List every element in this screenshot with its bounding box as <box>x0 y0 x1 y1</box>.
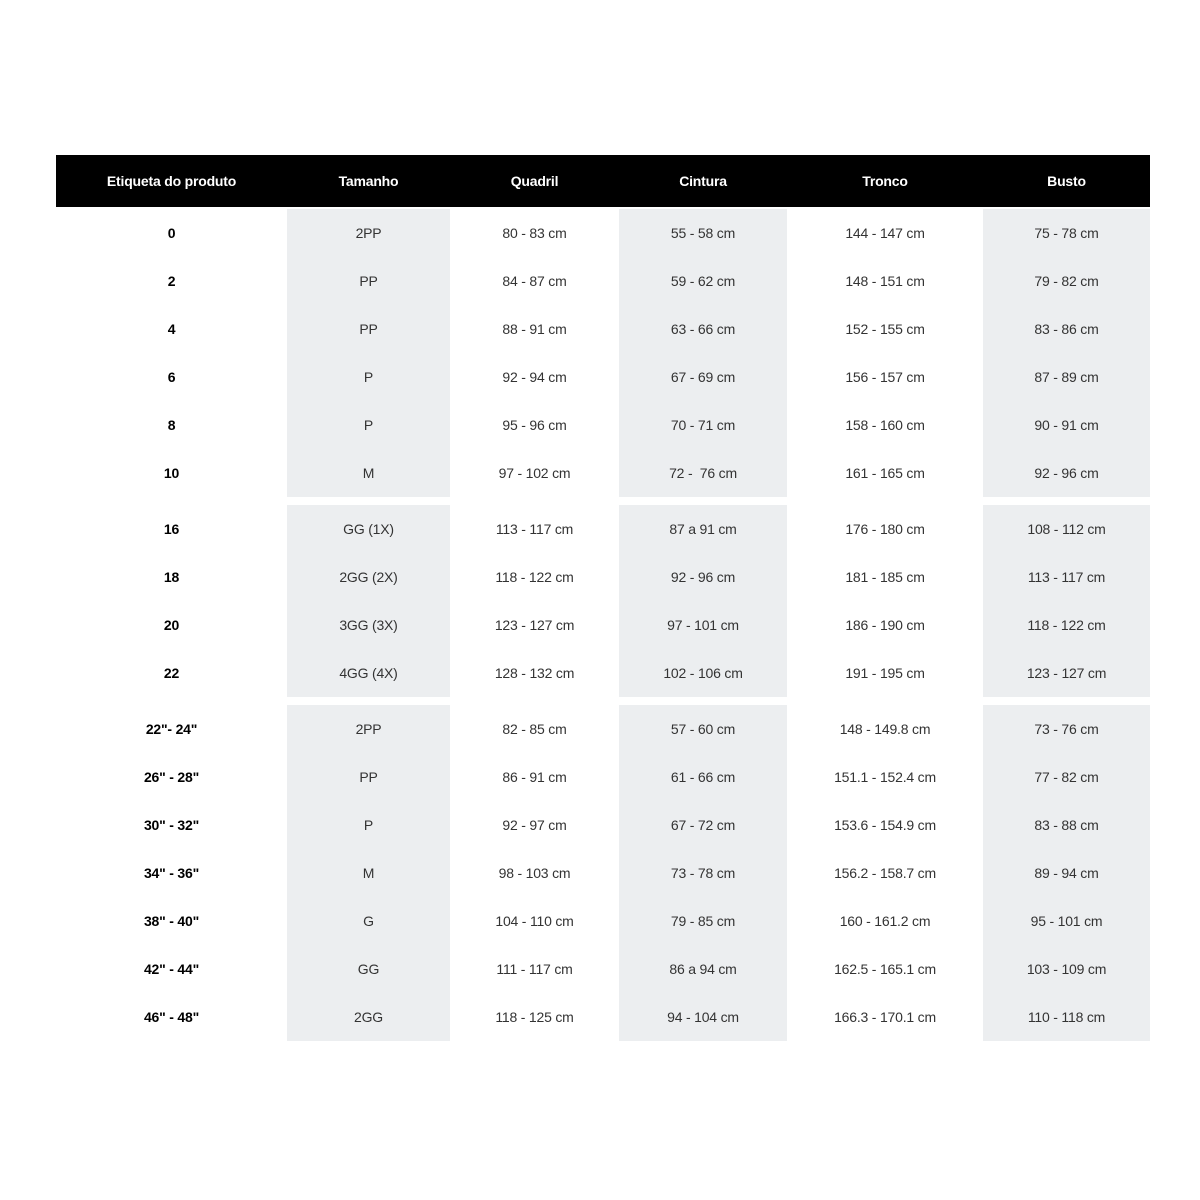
column-header: Tamanho <box>338 173 399 189</box>
row-label-cell: 22 <box>163 665 180 681</box>
table-cell: 83 - 88 cm <box>983 801 1150 849</box>
table-cell: 113 - 117 cm <box>495 521 574 537</box>
table-cell: 88 - 91 cm <box>502 321 567 337</box>
table-row <box>56 209 1150 257</box>
table-cell: 73 - 76 cm <box>983 705 1150 753</box>
table-cell: 166.3 - 170.1 cm <box>834 1009 936 1025</box>
table-cell: G <box>287 897 450 945</box>
table-cell: 75 - 78 cm <box>983 209 1150 257</box>
table-cell: GG (1X) <box>287 505 450 553</box>
table-cell: 2PP <box>287 209 450 257</box>
column-header: Tronco <box>862 173 908 189</box>
table-cell: 82 - 85 cm <box>502 721 567 737</box>
row-label-cell: 4 <box>167 321 176 337</box>
table-cell: 103 - 109 cm <box>983 945 1150 993</box>
table-cell: 95 - 101 cm <box>983 897 1150 945</box>
table-cell: 79 - 85 cm <box>619 897 787 945</box>
table-cell: 111 - 117 cm <box>496 961 573 977</box>
table-cell: 61 - 66 cm <box>619 753 787 801</box>
table-row <box>56 993 1150 1041</box>
table-cell: 73 - 78 cm <box>619 849 787 897</box>
table-cell: PP <box>287 305 450 353</box>
table-cell: PP <box>287 753 450 801</box>
table-cell: 2PP <box>287 705 450 753</box>
table-cell: 87 a 91 cm <box>619 505 787 553</box>
column-header: Etiqueta do produto <box>106 173 237 189</box>
table-cell: 144 - 147 cm <box>845 225 925 241</box>
table-cell: 186 - 190 cm <box>845 617 925 633</box>
table-cell: M <box>287 449 450 497</box>
table-cell: 92 - 96 cm <box>619 553 787 601</box>
table-cell: 67 - 69 cm <box>619 353 787 401</box>
column-header: Quadril <box>510 173 559 189</box>
table-cell: 102 - 106 cm <box>619 649 787 697</box>
table-cell: 128 - 132 cm <box>494 665 575 681</box>
row-label-cell: 30" - 32" <box>143 817 200 833</box>
table-section <box>56 705 1150 1041</box>
table-cell: 162.5 - 165.1 cm <box>834 961 936 977</box>
table-cell: 86 a 94 cm <box>619 945 787 993</box>
table-body <box>56 209 1150 1041</box>
table-cell: 181 - 185 cm <box>845 569 925 585</box>
table-cell: 70 - 71 cm <box>619 401 787 449</box>
table-cell: 67 - 72 cm <box>619 801 787 849</box>
table-cell: 160 - 161.2 cm <box>839 913 931 929</box>
table-cell: 97 - 102 cm <box>498 465 571 481</box>
table-cell: 92 - 97 cm <box>502 817 567 833</box>
table-cell: 80 - 83 cm <box>502 225 567 241</box>
column-header: Cintura <box>679 173 727 189</box>
row-label-cell: 8 <box>167 417 176 433</box>
table-cell: 2GG (2X) <box>287 553 450 601</box>
table-row <box>56 601 1150 649</box>
table-cell: 55 - 58 cm <box>619 209 787 257</box>
table-cell: 156 - 157 cm <box>845 369 925 385</box>
table-cell: 148 - 151 cm <box>845 273 925 289</box>
row-label-cell: 46" - 48" <box>143 1009 200 1025</box>
table-cell: 3GG (3X) <box>287 601 450 649</box>
table-cell: 90 - 91 cm <box>983 401 1150 449</box>
table-row <box>56 505 1150 553</box>
table-cell: 97 - 101 cm <box>619 601 787 649</box>
row-label-cell: 18 <box>163 569 180 585</box>
table-cell: 79 - 82 cm <box>983 257 1150 305</box>
table-cell: 108 - 112 cm <box>983 505 1150 553</box>
table-cell: 89 - 94 cm <box>983 849 1150 897</box>
table-cell: 153.6 - 154.9 cm <box>834 817 936 833</box>
table-cell: 98 - 103 cm <box>498 865 571 881</box>
table-cell: 92 - 96 cm <box>983 449 1150 497</box>
table-cell: M <box>287 849 450 897</box>
table-header-row <box>56 155 1150 207</box>
table-cell: 151.1 - 152.4 cm <box>834 769 936 785</box>
table-cell: 158 - 160 cm <box>845 417 925 433</box>
row-label-cell: 16 <box>163 521 180 537</box>
table-cell: 113 - 117 cm <box>983 553 1150 601</box>
table-row <box>56 801 1150 849</box>
table-cell: 118 - 125 cm <box>495 1009 574 1025</box>
row-label-cell: 26" - 28" <box>143 769 200 785</box>
table-cell: 148 - 149.8 cm <box>839 721 931 737</box>
row-label-cell: 0 <box>167 225 176 241</box>
row-label-cell: 22"- 24" <box>145 721 198 737</box>
table-cell: 123 - 127 cm <box>983 649 1150 697</box>
table-cell: 57 - 60 cm <box>619 705 787 753</box>
table-section <box>56 209 1150 497</box>
table-cell: P <box>287 353 450 401</box>
table-row <box>56 849 1150 897</box>
column-header: Busto <box>1047 173 1086 189</box>
row-label-cell: 2 <box>167 273 176 289</box>
table-row <box>56 753 1150 801</box>
table-cell: 59 - 62 cm <box>619 257 787 305</box>
table-cell: P <box>287 401 450 449</box>
row-label-cell: 42" - 44" <box>143 961 200 977</box>
table-cell: 161 - 165 cm <box>845 465 925 481</box>
table-cell: 72 - 76 cm <box>619 449 787 497</box>
table-cell: 4GG (4X) <box>287 649 450 697</box>
table-row <box>56 945 1150 993</box>
table-row <box>56 257 1150 305</box>
table-cell: GG <box>287 945 450 993</box>
table-cell: 191 - 195 cm <box>845 665 925 681</box>
table-cell: 123 - 127 cm <box>494 617 575 633</box>
table-cell: 94 - 104 cm <box>619 993 787 1041</box>
table-cell: 104 - 110 cm <box>495 913 574 929</box>
table-row <box>56 553 1150 601</box>
table-cell: PP <box>287 257 450 305</box>
table-cell: 92 - 94 cm <box>502 369 567 385</box>
table-cell: 95 - 96 cm <box>502 417 567 433</box>
table-cell: 118 - 122 cm <box>495 569 574 585</box>
table-cell: 110 - 118 cm <box>983 993 1150 1041</box>
table-cell: 77 - 82 cm <box>983 753 1150 801</box>
table-cell: 83 - 86 cm <box>983 305 1150 353</box>
row-label-cell: 10 <box>163 465 180 481</box>
table-row <box>56 305 1150 353</box>
table-row <box>56 897 1150 945</box>
table-row <box>56 449 1150 497</box>
table-cell: 176 - 180 cm <box>845 521 925 537</box>
table-cell: 86 - 91 cm <box>502 769 567 785</box>
table-cell: 63 - 66 cm <box>619 305 787 353</box>
table-row <box>56 353 1150 401</box>
row-label-cell: 20 <box>163 617 180 633</box>
table-section <box>56 505 1150 697</box>
row-label-cell: 34" - 36" <box>143 865 200 881</box>
table-cell: 84 - 87 cm <box>502 273 567 289</box>
row-label-cell: 6 <box>167 369 176 385</box>
table-cell: 87 - 89 cm <box>983 353 1150 401</box>
table-cell: P <box>287 801 450 849</box>
table-row <box>56 649 1150 697</box>
size-chart-table <box>56 155 1150 1041</box>
table-cell: 2GG <box>287 993 450 1041</box>
table-cell: 118 - 122 cm <box>983 601 1150 649</box>
row-label-cell: 38" - 40" <box>143 913 200 929</box>
table-row <box>56 401 1150 449</box>
table-cell: 156.2 - 158.7 cm <box>834 865 936 881</box>
table-cell: 152 - 155 cm <box>845 321 925 337</box>
table-row <box>56 705 1150 753</box>
